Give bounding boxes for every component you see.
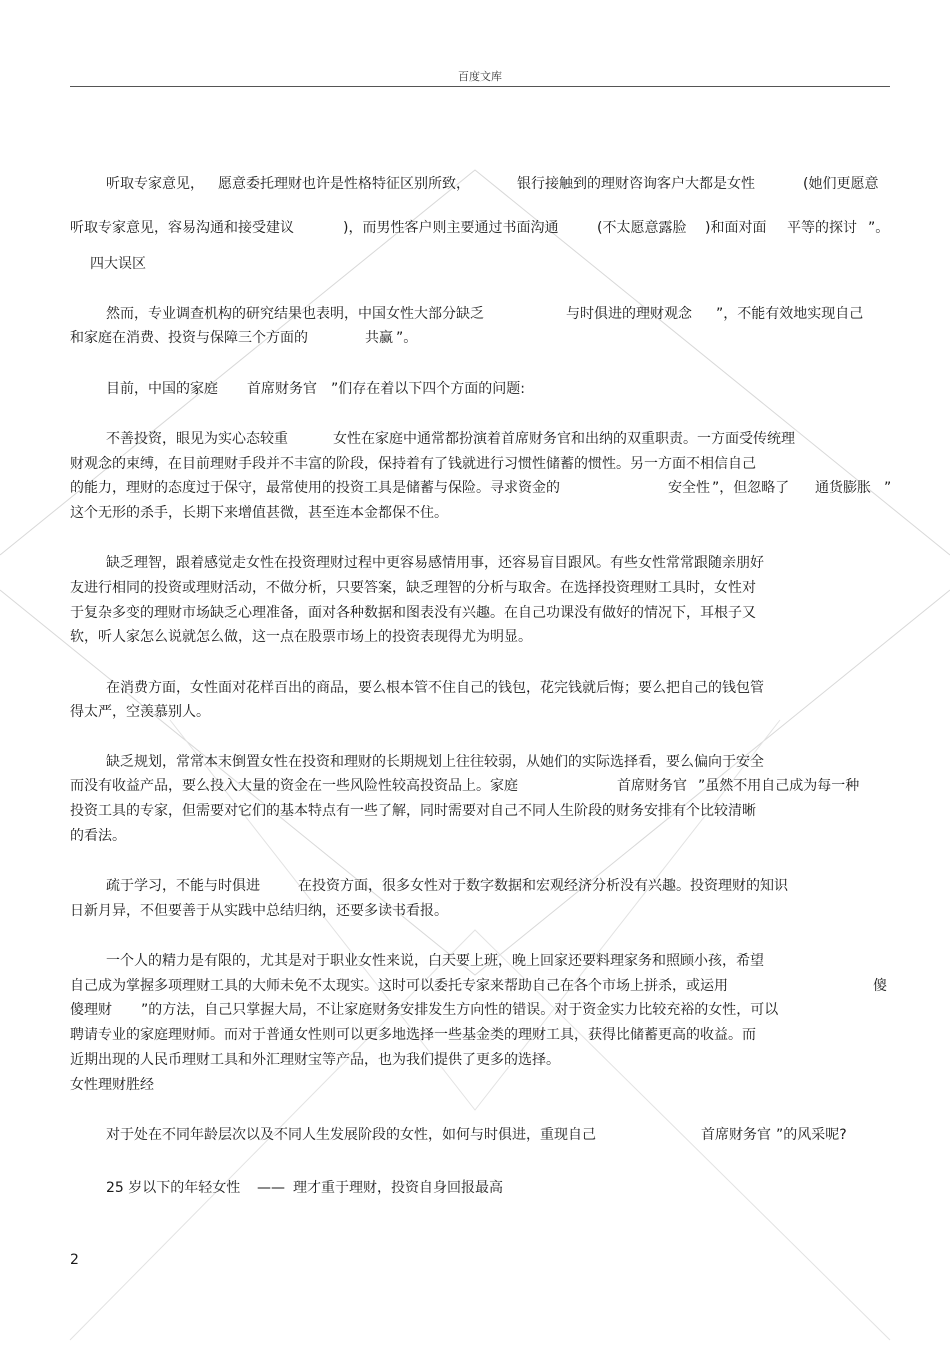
text-line: 这个无形的杀手，长期下来增值甚微，甚至连本金都保不住。: [70, 505, 448, 521]
text-line: 一个人的精力是有限的，尤其是对于职业女性来说，白天要上班，晚上回家还要料理家务和照顾小孩，希望: [106, 953, 764, 969]
text-line: (不太愿意露脸: [597, 220, 687, 236]
text-line: 的能力，理财的态度过于保守，最常使用的投资工具是储蓄与保险。寻求资金的: [70, 480, 560, 496]
text-line: ”的方法，自己只掌握大局，不让家庭财务安排发生方向性的错误。对于资金实力比较充裕的女性，可以: [141, 1002, 779, 1018]
text-line: 的看法。: [70, 828, 126, 844]
text-line: 首席财务官: [701, 1127, 771, 1143]
text-line: ”们存在着以下四个方面的问题:: [331, 381, 525, 397]
text-line: ”。: [868, 220, 890, 236]
text-line: 在消费方面，女性面对花样百出的商品，要么根本管不住自己的钱包，花完钱就后悔；要么把自己的钱包管: [106, 680, 764, 696]
text-line: 得太严，空羡慕别人。: [70, 704, 210, 720]
text-line: 首席财务官: [247, 381, 317, 397]
text-line: ”，但忽略了: [712, 480, 790, 496]
text-line: ”: [884, 480, 892, 496]
text-line: ”。: [396, 330, 418, 346]
section-heading: 女性理财胜经: [70, 1077, 154, 1093]
text-line: 对于处在不同年龄层次以及不同人生发展阶段的女性，如何与时俱进，重现自己: [106, 1127, 596, 1143]
text-line: 理才重于理财，投资自身回报最高: [293, 1180, 503, 1196]
text-line: 不善投资，眼见为实心态较重: [106, 431, 288, 447]
text-line: 25 岁以下的年轻女性: [106, 1180, 241, 1196]
text-line: 安全性: [668, 480, 710, 496]
text-line: )，而男性客户则主要通过书面沟通: [343, 220, 559, 236]
page-header: 百度文库: [458, 70, 502, 83]
text-line: ”的风采呢?: [776, 1127, 847, 1143]
text-line: ——: [257, 1180, 285, 1196]
text-line: 听取专家意见，: [106, 176, 204, 192]
text-line: 傻理财: [70, 1002, 112, 1018]
text-line: 而没有收益产品，要么投入大量的资金在一些风险性较高投资品上。家庭: [70, 778, 518, 794]
text-line: 银行接触到的理财咨询客户大都是女性: [517, 176, 755, 192]
text-line: 缺乏理智，跟着感觉走女性在投资理财过程中更容易感情用事，还容易盲目跟风。有些女性常常跟随亲朋好: [106, 555, 764, 571]
section-heading: 四大误区: [90, 256, 146, 272]
text-line: 目前，中国的家庭: [106, 381, 218, 397]
text-line: 投资工具的专家，但需要对它们的基本特点有一些了解，同时需要对自己不同人生阶段的财务安排有个比较清晰: [70, 803, 756, 819]
text-line: 聘请专业的家庭理财师。而对于普通女性则可以更多地选择一些基金类的理财工具，获得比储蓄更高的收益。而: [70, 1027, 756, 1043]
text-line: 财观念的束缚，在目前理财手段并不丰富的阶段，保持着有了钱就进行习惯性储蓄的惯性。另一方面不相信自己: [70, 456, 756, 472]
text-line: 首席财务官: [617, 778, 687, 794]
text-line: 傻: [873, 978, 887, 994]
text-line: 疏于学习，不能与时俱进: [106, 878, 260, 894]
text-line: 友进行相同的投资或理财活动，不做分析，只要答案，缺乏理智的分析与取舍。在选择投资理财工具时，女性对: [70, 580, 756, 596]
text-line: )和面对面: [705, 220, 767, 236]
text-line: 近期出现的人民币理财工具和外汇理财宝等产品，也为我们提供了更多的选择。: [70, 1052, 560, 1068]
text-line: 日新月异，不但要善于从实践中总结归纳，还要多读书看报。: [70, 903, 448, 919]
text-line: 通货膨胀: [815, 480, 871, 496]
text-line: ”虽然不用自己成为每一种: [698, 778, 860, 794]
text-line: 听取专家意见，容易沟通和接受建议: [70, 220, 294, 236]
text-line: 软，听人家怎么说就怎么做，这一点在股票市场上的投资表现得尤为明显。: [70, 629, 532, 645]
text-line: 然而，专业调查机构的研究结果也表明，中国女性大部分缺乏: [106, 306, 484, 322]
page-number: 2: [70, 1252, 79, 1268]
text-line: 愿意委托理财也许是性格特征区别所致，: [218, 176, 470, 192]
text-line: 自己成为掌握多项理财工具的大师未免不太现实。这时可以委托专家来帮助自己在各个市场上拼杀，或运用: [70, 978, 728, 994]
text-line: 与时俱进的理财观念: [566, 306, 692, 322]
text-line: 共赢: [365, 330, 393, 346]
text-line: (她们更愿意: [803, 176, 879, 192]
text-line: 于复杂多变的理财市场缺乏心理准备，面对各种数据和图表没有兴趣。在自己功课没有做好的情况下，耳根子又: [70, 605, 756, 621]
text-line: 和家庭在消费、投资与保障三个方面的: [70, 330, 308, 346]
text-line: ”，不能有效地实现自己: [716, 306, 864, 322]
text-line: 在投资方面，很多女性对于数字数据和宏观经济分析没有兴趣。投资理财的知识: [298, 878, 788, 894]
text-line: 缺乏规划，常常本末倒置女性在投资和理财的长期规划上往往较弱，从她们的实际选择看，要么偏向于安全: [106, 754, 764, 770]
header-rule: [70, 86, 890, 87]
text-line: 女性在家庭中通常都扮演着首席财务官和出纳的双重职责。一方面受传统理: [333, 431, 795, 447]
text-line: 平等的探讨: [787, 220, 857, 236]
